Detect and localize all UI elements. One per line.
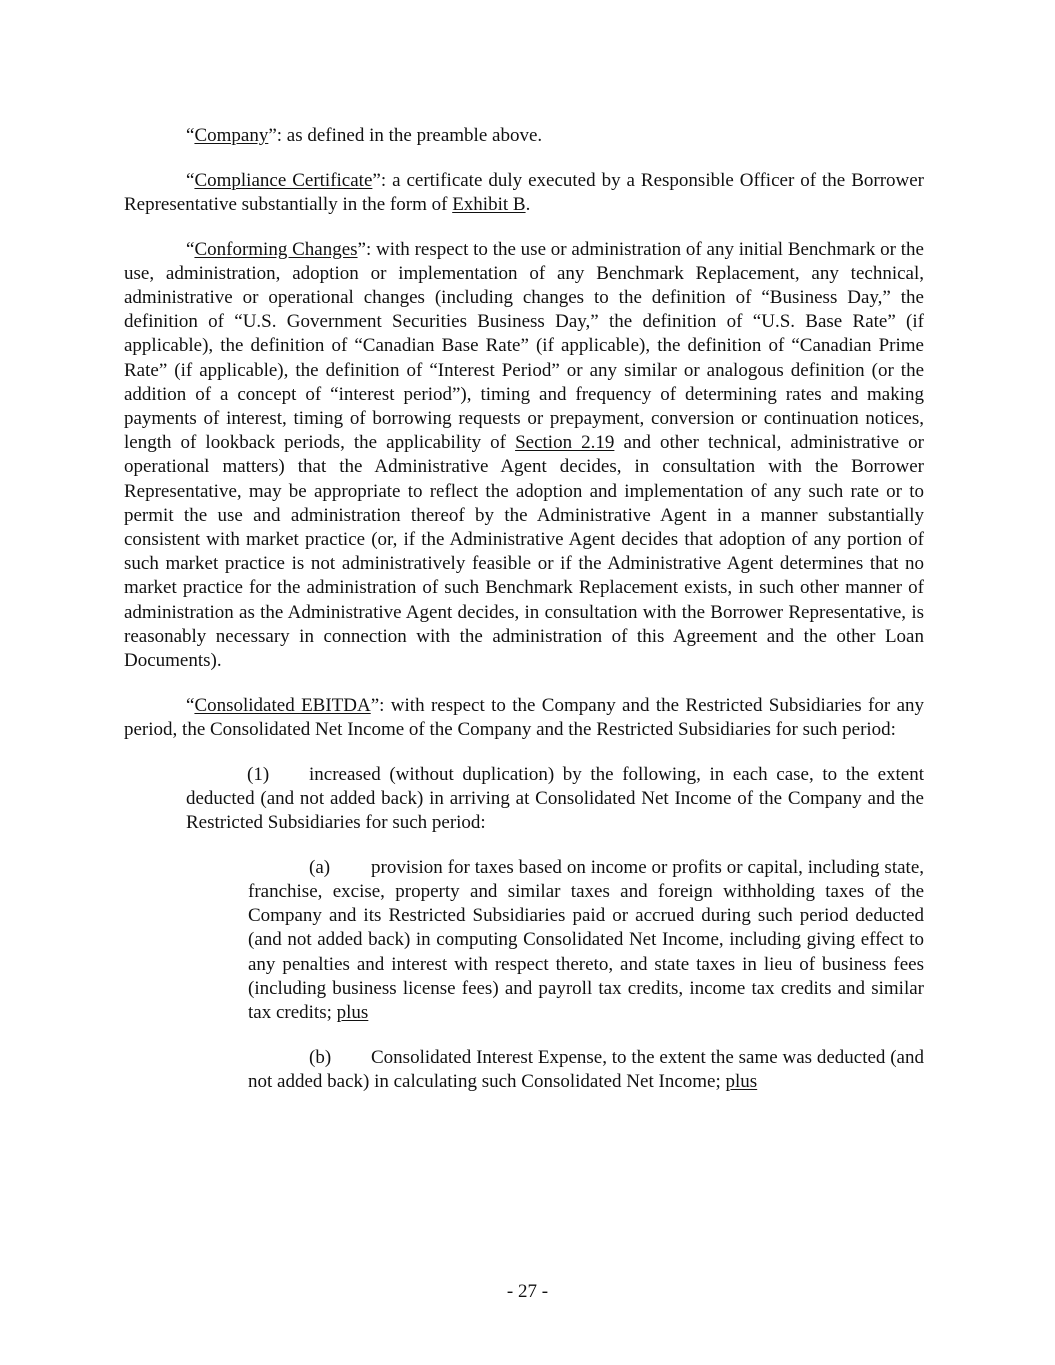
clause-1 bbox=[186, 763, 924, 836]
definition-conforming-changes: “Conforming Changes”: with respect to the use or administration of any initial Benchmark or the use, administration, adoption or implementation of any Benchmark Replacement, any technical, administrative or operational changes (including changes to the definition of “Business Day,” the definition of “U.S. Government Securities Business Day,” the definition of “U.S. Base Rate” (if applicable), the definition of “Canadian Base Rate” (if applicable), the definition of “Canadian Prime Rate” (if applicable), the definition of “Interest Period” or any similar or analogous definition (or the addition of a concept of “interest period”), timing and frequency of determining rates and making payments of interest, timing of borrowing requests or prepayment, conversion or continuation notices, length of lookback periods, the applicability of Section 2.19 and other technical, administrative or operational matters) that the Administrative Agent decides, in consultation with the Borrower Representative, may be appropriate to reflect the adoption and implementation of any such rate or to permit the use and administration thereof by the Administrative Agent in a manner substantially consistent with market practice (or, if the Administrative Agent decides that adoption of any portion of such market practice is not administratively feasible or if the Administrative Agent determines that no market practice for the administration of such Benchmark Replacement exists, in such other manner of administration as the Administrative Agent decides, in consultation with the Borrower Representative, is reasonably necessary in connection with the administration of this Agreement and the other Loan Documents). bbox=[124, 238, 924, 672]
subclause-b bbox=[248, 1046, 924, 1094]
subclause-text: Consolidated Interest Expense, to the extent the same was deducted (and not added back) in calculating such Consolidated Net Income; bbox=[248, 1046, 924, 1092]
defined-term: Company bbox=[194, 125, 269, 146]
definition-text: ”: as defined in the preamble above. bbox=[268, 125, 543, 146]
page-number: - 27 - bbox=[506, 1281, 549, 1302]
defined-term: Consolidated EBITDA bbox=[194, 694, 371, 716]
definition-text: ”: with respect to the use or administration of any initial Benchmark or the use, administration, adoption or implementation of any Benchmark Replacement, any technical, administrative or operational changes (including changes to the definition of “Business Day,” the definition of “U.S. Government Securities Business Day,” the definition of “U.S. Base Rate” (if applicable), the definition of “Canadian Base Rate” (if applicable), the definition of “Canadian Prime Rate” (if applicable), the definition of “Interest Period” or any similar or analogous definition (or the addition of a concept of “interest period”), timing and frequency of determining rates and making payments of interest, timing of borrowing requests or prepayment, conversion or continuation notices, length of lookback periods, the applicability of bbox=[124, 238, 924, 454]
subclause-letter: (a) bbox=[309, 856, 331, 878]
definition-consolidated-ebitda: “Consolidated EBITDA”: with respect to the Company and the Restricted Subsidiaries for any period, the Consolidated Net Income of the Company and the Restricted Subsidiaries for such period: bbox=[124, 694, 924, 740]
subclause-letter: (b) bbox=[309, 1046, 332, 1068]
exhibit-reference-link[interactable]: Exhibit B bbox=[452, 193, 526, 215]
plus-connector: plus bbox=[336, 1002, 369, 1023]
definition-text: ”: a certificate duly executed by a Responsible Officer of the Borrower Representative substantially in the form of bbox=[124, 169, 925, 215]
defined-term: Compliance Certificate bbox=[194, 169, 373, 191]
document-page bbox=[124, 124, 924, 1115]
plus-connector: plus bbox=[725, 1070, 758, 1092]
defined-term: Conforming Changes bbox=[194, 238, 358, 260]
definition-compliance-certificate: “Compliance Certificate”: a certificate duly executed by a Responsible Officer of the Borrower Representative substantially in the form of Exhibit B. bbox=[124, 169, 925, 215]
clause-text: increased (without duplication) by the following, in each case, to the extent deducted (and not added back) in arriving at Consolidated Net Income of the Company and the Restricted Subsidiaries for such period: bbox=[186, 763, 924, 834]
section-reference-link[interactable]: Section 2.19 bbox=[515, 432, 615, 454]
definition-text: ”: with respect to the Company and the Restricted Subsidiaries for any period, the Consolidated Net Income of the Company and the Restricted Subsidiaries for such period: bbox=[124, 694, 924, 740]
subclause-a bbox=[248, 856, 924, 1025]
definition-text-end: and other technical, administrative or operational matters) that the Administrative Agent decides, in consultation with the Borrower Representative, may be appropriate to reflect the adoption and implementation of any such rate or to permit the use and administration thereof by the Administrative Agent in a manner substantially consistent with market practice (or, if the Administrative Agent decides that adoption of any portion of such market practice is not administratively feasible or if the Administrative Agent determines that no market practice for the administration of such Benchmark Replacement exists, in such other manner of administration as the Administrative Agent decides, in consultation with the Borrower Representative, is reasonably necessary in connection with the administration of this Agreement and the other Loan Documents). bbox=[124, 432, 924, 672]
definition-text-end: . bbox=[525, 193, 531, 215]
clause-number: (1) bbox=[247, 763, 270, 785]
definition-company: “Company”: as defined in the preamble above. bbox=[186, 125, 543, 146]
subclause-text: provision for taxes based on income or profits or capital, including state, franchise, excise, property and similar taxes and foreign withholding taxes of the Company and its Restricted Subsidiaries paid or accrued during such period deducted (and not added back) in computing Consolidated Net Income, including giving effect to any penalties and interest with respect thereto, and state taxes in lieu of business fees (including business license fees) and payroll tax credits, income tax credits and similar tax credits; bbox=[248, 856, 924, 1023]
